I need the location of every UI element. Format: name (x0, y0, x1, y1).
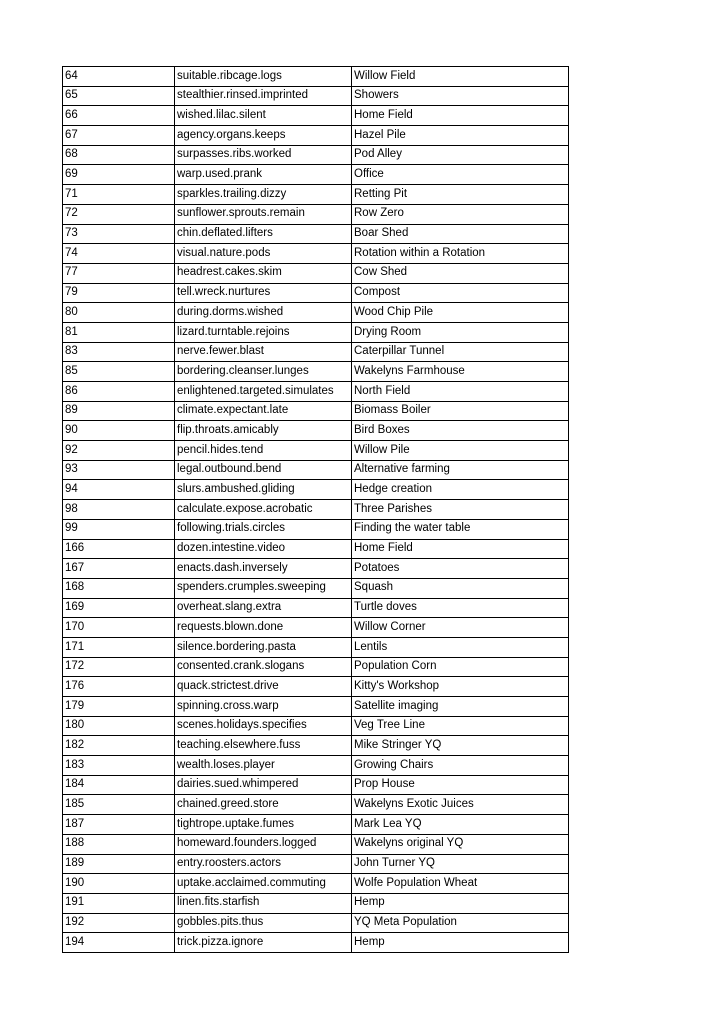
table-row (63, 460, 569, 480)
row-id-cell: 74 (63, 244, 175, 264)
what3words-cell: agency.organs.keeps (175, 126, 352, 146)
location-name-cell: Drying Room (352, 322, 569, 342)
row-id-cell: 69 (63, 165, 175, 185)
what3words-cell: homeward.founders.logged (175, 834, 352, 854)
row-id-cell: 66 (63, 106, 175, 126)
table-row (63, 145, 569, 165)
row-id-cell: 194 (63, 933, 175, 953)
location-name-cell: Willow Pile (352, 441, 569, 461)
row-id-cell: 67 (63, 126, 175, 146)
table-row (63, 637, 569, 657)
table-row (63, 716, 569, 736)
row-id-cell: 168 (63, 578, 175, 598)
location-name-cell: Potatoes (352, 559, 569, 579)
location-name-cell: Hemp (352, 933, 569, 953)
row-id-cell: 188 (63, 834, 175, 854)
table-row (63, 756, 569, 776)
location-name-cell: Office (352, 165, 569, 185)
row-id-cell: 86 (63, 382, 175, 402)
location-name-cell: Boar Shed (352, 224, 569, 244)
location-name-cell: Hedge creation (352, 480, 569, 500)
row-id-cell: 72 (63, 204, 175, 224)
location-name-cell: Alternative farming (352, 460, 569, 480)
table-row (63, 539, 569, 559)
what3words-cell: requests.blown.done (175, 618, 352, 638)
table-row (63, 67, 569, 87)
what3words-cell: wealth.loses.player (175, 756, 352, 776)
location-name-cell: YQ Meta Population (352, 913, 569, 933)
table-row (63, 697, 569, 717)
what3words-cell: headrest.cakes.skim (175, 263, 352, 283)
location-table-body (63, 67, 569, 953)
row-id-cell: 192 (63, 913, 175, 933)
row-id-cell: 80 (63, 303, 175, 323)
location-name-cell: Willow Field (352, 67, 569, 87)
table-row (63, 185, 569, 205)
what3words-cell: calculate.expose.acrobatic (175, 500, 352, 520)
table-row (63, 224, 569, 244)
what3words-cell: flip.throats.amicably (175, 421, 352, 441)
what3words-cell: dairies.sued.whimpered (175, 775, 352, 795)
row-id-cell: 183 (63, 756, 175, 776)
table-row (63, 874, 569, 894)
what3words-cell: entry.roosters.actors (175, 854, 352, 874)
what3words-cell: quack.strictest.drive (175, 677, 352, 697)
table-row (63, 401, 569, 421)
table-row (63, 441, 569, 461)
location-name-cell: John Turner YQ (352, 854, 569, 874)
table-row (63, 480, 569, 500)
row-id-cell: 73 (63, 224, 175, 244)
what3words-cell: following.trials.circles (175, 519, 352, 539)
table-row (63, 854, 569, 874)
location-name-cell: Showers (352, 86, 569, 106)
table-row (63, 736, 569, 756)
row-id-cell: 79 (63, 283, 175, 303)
row-id-cell: 180 (63, 716, 175, 736)
row-id-cell: 187 (63, 815, 175, 835)
table-row (63, 362, 569, 382)
location-name-cell: Row Zero (352, 204, 569, 224)
row-id-cell: 94 (63, 480, 175, 500)
location-name-cell: Rotation within a Rotation (352, 244, 569, 264)
row-id-cell: 176 (63, 677, 175, 697)
table-row (63, 834, 569, 854)
row-id-cell: 81 (63, 322, 175, 342)
what3words-cell: chained.greed.store (175, 795, 352, 815)
row-id-cell: 169 (63, 598, 175, 618)
location-name-cell: Wakelyns Exotic Juices (352, 795, 569, 815)
table-row (63, 126, 569, 146)
table-row (63, 519, 569, 539)
location-name-cell: Bird Boxes (352, 421, 569, 441)
what3words-cell: teaching.elsewhere.fuss (175, 736, 352, 756)
what3words-cell: during.dorms.wished (175, 303, 352, 323)
location-table (62, 66, 569, 953)
location-name-cell: Mark Lea YQ (352, 815, 569, 835)
row-id-cell: 99 (63, 519, 175, 539)
location-name-cell: Wolfe Population Wheat (352, 874, 569, 894)
location-name-cell: Turtle doves (352, 598, 569, 618)
location-name-cell: Prop House (352, 775, 569, 795)
table-row (63, 913, 569, 933)
row-id-cell: 83 (63, 342, 175, 362)
table-row (63, 106, 569, 126)
row-id-cell: 65 (63, 86, 175, 106)
what3words-cell: overheat.slang.extra (175, 598, 352, 618)
row-id-cell: 90 (63, 421, 175, 441)
what3words-cell: suitable.ribcage.logs (175, 67, 352, 87)
row-id-cell: 171 (63, 637, 175, 657)
location-name-cell: Caterpillar Tunnel (352, 342, 569, 362)
table-row (63, 244, 569, 264)
what3words-cell: stealthier.rinsed.imprinted (175, 86, 352, 106)
location-name-cell: Home Field (352, 106, 569, 126)
table-row (63, 618, 569, 638)
what3words-cell: warp.used.prank (175, 165, 352, 185)
what3words-cell: wished.lilac.silent (175, 106, 352, 126)
table-row (63, 86, 569, 106)
table-row (63, 598, 569, 618)
location-name-cell: North Field (352, 382, 569, 402)
what3words-cell: spenders.crumples.sweeping (175, 578, 352, 598)
table-row (63, 815, 569, 835)
location-name-cell: Population Corn (352, 657, 569, 677)
location-name-cell: Mike Stringer YQ (352, 736, 569, 756)
location-name-cell: Finding the water table (352, 519, 569, 539)
what3words-cell: pencil.hides.tend (175, 441, 352, 461)
table-row (63, 578, 569, 598)
what3words-cell: visual.nature.pods (175, 244, 352, 264)
row-id-cell: 85 (63, 362, 175, 382)
location-name-cell: Growing Chairs (352, 756, 569, 776)
location-name-cell: Wakelyns original YQ (352, 834, 569, 854)
location-name-cell: Retting Pit (352, 185, 569, 205)
table-row (63, 795, 569, 815)
row-id-cell: 185 (63, 795, 175, 815)
location-name-cell: Compost (352, 283, 569, 303)
table-row (63, 342, 569, 362)
what3words-cell: climate.expectant.late (175, 401, 352, 421)
what3words-cell: gobbles.pits.thus (175, 913, 352, 933)
what3words-cell: scenes.holidays.specifies (175, 716, 352, 736)
table-row (63, 421, 569, 441)
row-id-cell: 170 (63, 618, 175, 638)
table-row (63, 165, 569, 185)
what3words-cell: silence.bordering.pasta (175, 637, 352, 657)
location-name-cell: Cow Shed (352, 263, 569, 283)
location-name-cell: Squash (352, 578, 569, 598)
table-row (63, 677, 569, 697)
row-id-cell: 64 (63, 67, 175, 87)
what3words-cell: nerve.fewer.blast (175, 342, 352, 362)
what3words-cell: linen.fits.starfish (175, 893, 352, 913)
what3words-cell: enacts.dash.inversely (175, 559, 352, 579)
table-row (63, 263, 569, 283)
row-id-cell: 184 (63, 775, 175, 795)
what3words-cell: chin.deflated.lifters (175, 224, 352, 244)
row-id-cell: 93 (63, 460, 175, 480)
row-id-cell: 71 (63, 185, 175, 205)
row-id-cell: 182 (63, 736, 175, 756)
row-id-cell: 68 (63, 145, 175, 165)
table-row (63, 382, 569, 402)
location-name-cell: Satellite imaging (352, 697, 569, 717)
table-row (63, 775, 569, 795)
table-row (63, 933, 569, 953)
table-row (63, 893, 569, 913)
table-row (63, 559, 569, 579)
row-id-cell: 191 (63, 893, 175, 913)
what3words-cell: uptake.acclaimed.commuting (175, 874, 352, 894)
location-name-cell: Biomass Boiler (352, 401, 569, 421)
row-id-cell: 179 (63, 697, 175, 717)
location-name-cell: Home Field (352, 539, 569, 559)
table-row (63, 500, 569, 520)
what3words-cell: lizard.turntable.rejoins (175, 322, 352, 342)
table-row (63, 322, 569, 342)
table-row (63, 657, 569, 677)
location-name-cell: Kitty's Workshop (352, 677, 569, 697)
row-id-cell: 167 (63, 559, 175, 579)
what3words-cell: spinning.cross.warp (175, 697, 352, 717)
table-row (63, 283, 569, 303)
location-name-cell: Wakelyns Farmhouse (352, 362, 569, 382)
row-id-cell: 77 (63, 263, 175, 283)
what3words-cell: tell.wreck.nurtures (175, 283, 352, 303)
what3words-cell: tightrope.uptake.fumes (175, 815, 352, 835)
row-id-cell: 166 (63, 539, 175, 559)
what3words-cell: consented.crank.slogans (175, 657, 352, 677)
location-name-cell: Three Parishes (352, 500, 569, 520)
table-row (63, 303, 569, 323)
what3words-cell: trick.pizza.ignore (175, 933, 352, 953)
what3words-cell: bordering.cleanser.lunges (175, 362, 352, 382)
location-name-cell: Lentils (352, 637, 569, 657)
location-name-cell: Wood Chip Pile (352, 303, 569, 323)
row-id-cell: 172 (63, 657, 175, 677)
what3words-cell: sunflower.sprouts.remain (175, 204, 352, 224)
what3words-cell: slurs.ambushed.gliding (175, 480, 352, 500)
row-id-cell: 190 (63, 874, 175, 894)
what3words-cell: dozen.intestine.video (175, 539, 352, 559)
what3words-cell: surpasses.ribs.worked (175, 145, 352, 165)
location-name-cell: Hazel Pile (352, 126, 569, 146)
row-id-cell: 92 (63, 441, 175, 461)
what3words-cell: enlightened.targeted.simulates (175, 382, 352, 402)
row-id-cell: 98 (63, 500, 175, 520)
what3words-cell: legal.outbound.bend (175, 460, 352, 480)
row-id-cell: 89 (63, 401, 175, 421)
location-name-cell: Willow Corner (352, 618, 569, 638)
location-name-cell: Veg Tree Line (352, 716, 569, 736)
location-name-cell: Hemp (352, 893, 569, 913)
table-row (63, 204, 569, 224)
row-id-cell: 189 (63, 854, 175, 874)
what3words-cell: sparkles.trailing.dizzy (175, 185, 352, 205)
location-name-cell: Pod Alley (352, 145, 569, 165)
